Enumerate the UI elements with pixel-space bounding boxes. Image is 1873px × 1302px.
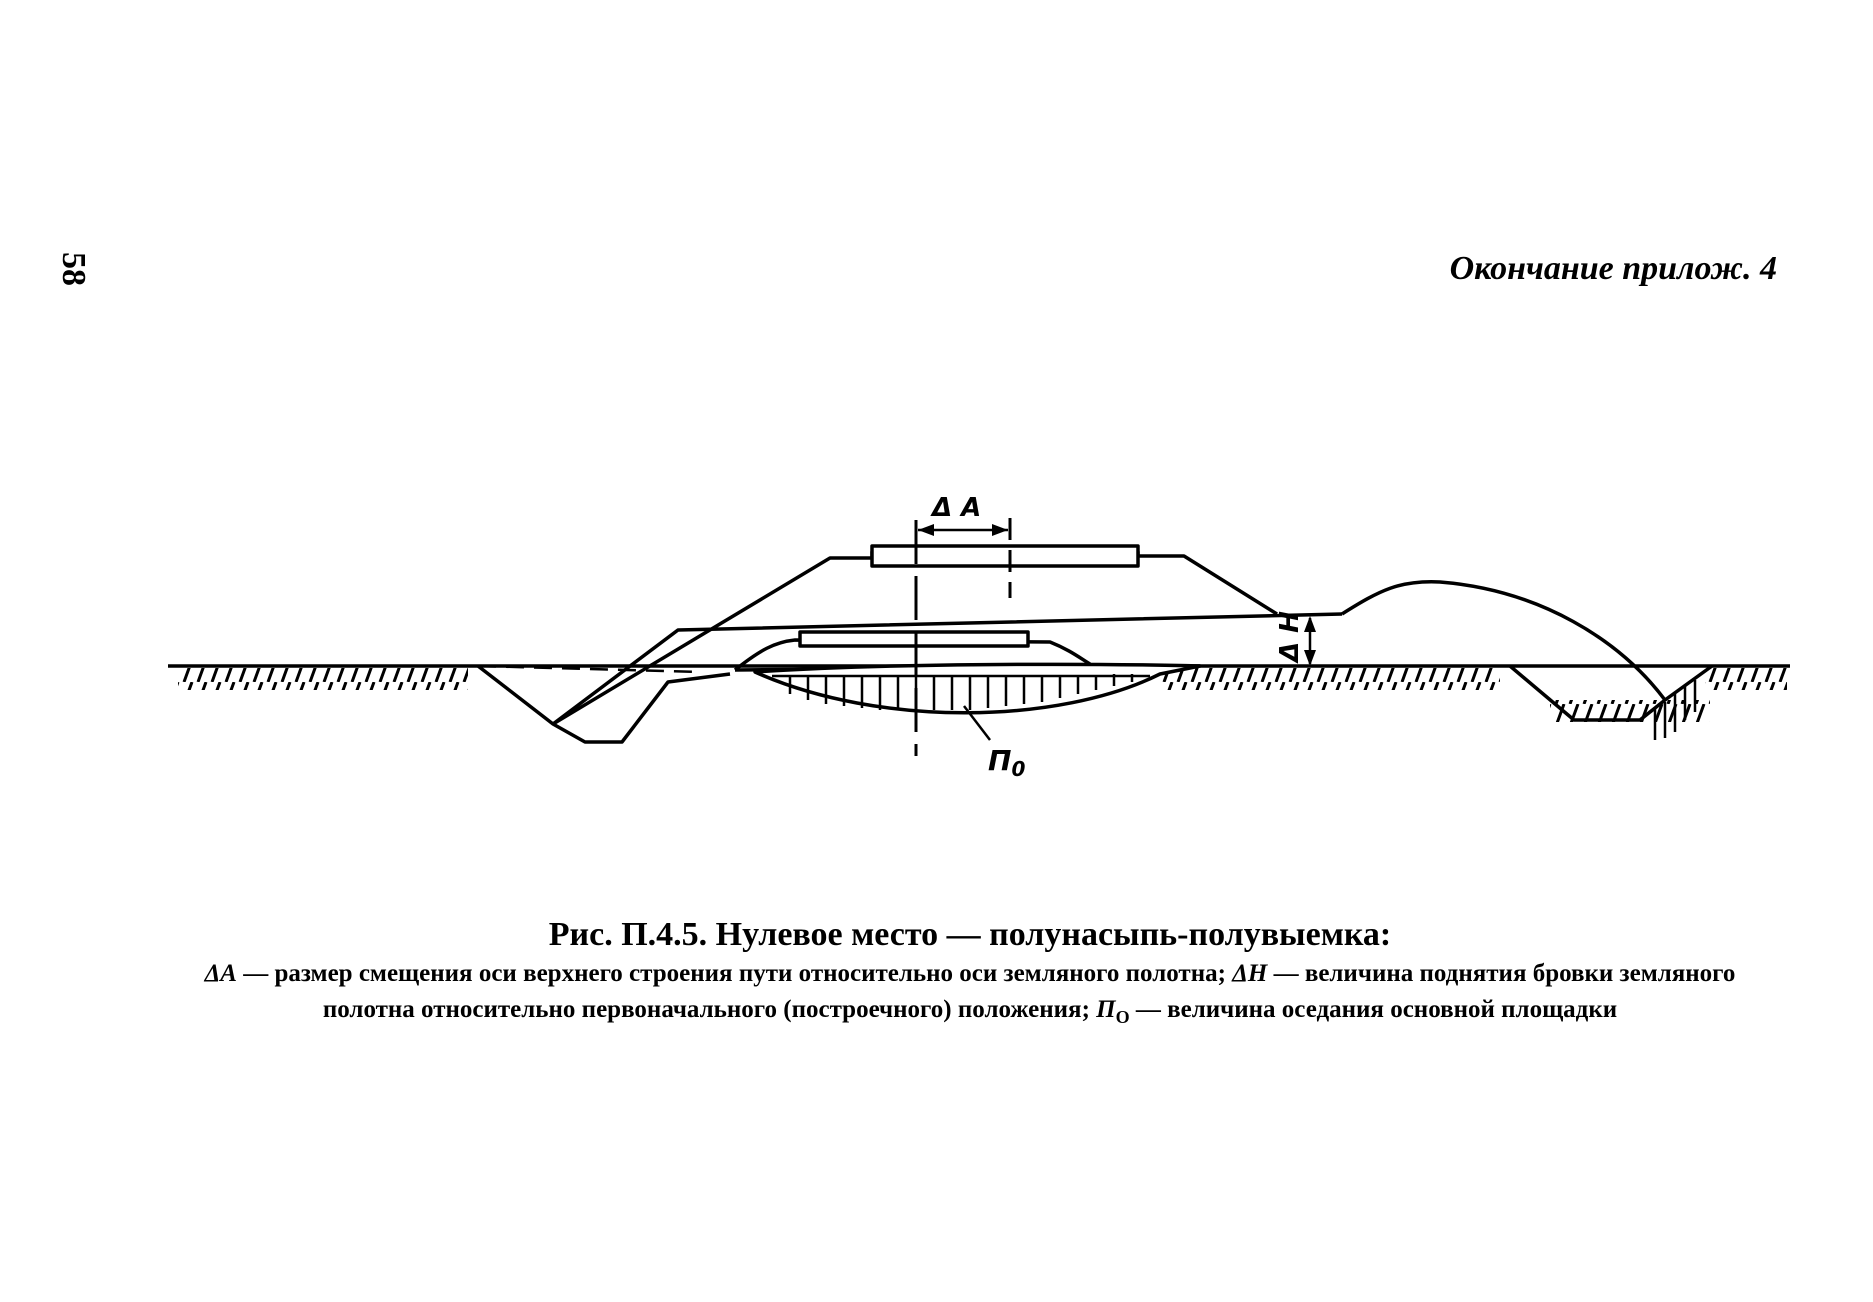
label-p0: $П_0$ [988, 744, 1026, 781]
label-p0-subscript: 0 [1011, 757, 1026, 781]
delta-a-arrow-left [918, 524, 934, 536]
legend-symbol-delta-h: ΔH [1232, 960, 1268, 987]
caption-legend [170, 956, 1770, 1035]
left-ditch [478, 666, 730, 742]
delta-h-arrow-bottom [1304, 650, 1316, 666]
delta-a-arrow-right [992, 524, 1008, 536]
legend-text-delta-a: — размер смещения оси верхнего строения пути относительно оси земляного полотна; [236, 960, 1233, 987]
caption-title: Рис. П.4.5. Нулевое место — полунасыпь-полувыемка: [548, 916, 1392, 953]
legend-symbol-delta-a: ΔA [204, 960, 237, 987]
legend-symbol-p0: П [1096, 996, 1116, 1023]
raised-sleeper [872, 546, 1138, 566]
running-header: Окончание прилож. 4 [1449, 250, 1777, 287]
legend-text-p0: — величина оседания основной площадки [1129, 996, 1618, 1023]
delta-h-arrow-top [1304, 616, 1316, 632]
legend-symbol-p0-subscript: О [1115, 1007, 1130, 1027]
legend-text-delta-h: — величина поднятия бровки земляного полотна относительно первоначального (построечного) положения; [322, 960, 1736, 1023]
label-delta-a: Δ A [932, 493, 982, 523]
page-number: 58 [55, 252, 92, 286]
label-delta-h: Δ H [1275, 611, 1305, 662]
figure-caption [170, 916, 1770, 1035]
settlement-zone [755, 664, 1200, 712]
original-sleeper [800, 632, 1028, 646]
